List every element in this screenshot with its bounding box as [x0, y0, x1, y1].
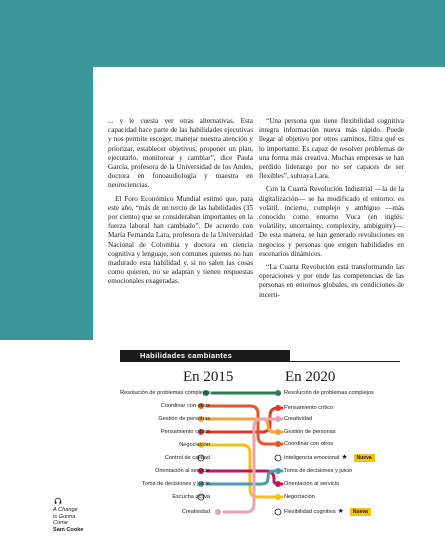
star-icon: ★ — [341, 454, 348, 461]
song-reference — [53, 507, 83, 533]
skill-2020-label: Inteligencia emocional — [284, 455, 340, 461]
paragraph: “La Cuarta Revolución está transformando las operaciones y por ende las competencias de las personas en entornos globales, en condiciones de incerti- — [259, 263, 404, 299]
skill-2020 — [284, 508, 371, 516]
skill-2015: Gestión de personas — [158, 416, 210, 422]
skill-2015: Creatividad — [181, 509, 210, 515]
infographic-title: Habilidades cambiantes — [120, 350, 290, 361]
connector-decisions — [207, 471, 282, 484]
song-title-line: Come — [53, 520, 68, 526]
paragraph: “Una persona que tiene flexibilidad cognitiva integra información nueva más rápido. Puede llegar al objetivo por otros caminos, filtra qué es lo importante. Es capaz de resolver problemas de una forma más creativa. Muchas empresas se han perdido liderazgo por no ser capaces de ser flexibles”, subraya Lara. — [259, 117, 404, 181]
headphones-icon — [54, 497, 62, 505]
paragraph: El Foro Económico Mundial estimó que, para este año, “más de un tercio de las habilidades (35 por ciento) que se consideraban importantes en la fuerza laboral han cambiado”. De acuerdo con María Fernanda Lara, profesora de la Universidad Nacional de Colombia y doctora en ciencia cognitiva y lenguaje, son comunes quienes no han madurado esta habilidad y, si no salen las cosas como quieren, no se adaptan y tienen respuestas emocionales exageradas. — [108, 194, 253, 286]
skill-2015: Negociación — [179, 442, 210, 448]
song-title-line: A Change — [53, 507, 78, 513]
new-badge: Nueva — [350, 508, 371, 516]
skill-2020 — [284, 454, 375, 462]
skill-2015: Toma de decisiones y juicio — [141, 481, 210, 487]
song-title-line: is Gonna — [53, 513, 76, 520]
skill-2020: Creatividad — [284, 416, 313, 422]
skill-2015: Control de calidad — [164, 455, 210, 461]
paragraph: Con la Cuarta Revolución Industrial —la de la digitalización— se ha modificado el entorno: es volátil, incierto, complejo y ambiguo —más conocido como entorno Vuca (en inglés: volatility, uncertainty, complexity, ambiguity)—. De esta manera, se han generado revoluciones en negocios y personas que exigen habilidades en escenarios dinámicos. — [259, 185, 404, 258]
year-2020-heading: En 2020 — [285, 369, 336, 385]
year-2015-heading: En 2015 — [183, 369, 234, 385]
skill-2020-label: Flexibilidad cognitiva — [284, 509, 336, 515]
skill-2020: Toma de decisiones y juicio — [284, 468, 353, 474]
skill-2020: Negociación — [284, 494, 315, 500]
star-icon: ★ — [337, 508, 344, 515]
skill-2015: Orientación al servicio — [154, 468, 210, 474]
skill-2020: Gestión de personas — [284, 429, 336, 435]
skill-2015: Coordinar con otros — [160, 403, 210, 409]
skill-2015: Pensamiento crítico — [160, 429, 210, 435]
skill-2020: Resolución de problemas complejos — [284, 390, 374, 396]
new-badge: Nueva — [354, 454, 375, 462]
skill-2015: Resolución de problemas complejos — [120, 390, 210, 396]
paragraph: ... y le cuesta ver otras alternativas. Esta capacidad hace parte de las habilidades ejecutivas y nos permite escoger, manejar nuestra atención y priorizar, establecer objetivos, proponer un plan, ejecutarlo, monitorear y cambiar”, dice Paula García, profesora de la Universidad de los Andes, doctora en fonoaudiología y maestra en neurociencias. — [108, 117, 253, 190]
skill-2015: Escucha activa — [172, 494, 210, 500]
skill-2020: Pensamiento crítico — [284, 405, 334, 411]
song-author: Sam Cooke — [53, 526, 84, 533]
skill-2020: Coordinar con otros — [284, 441, 334, 447]
skill-2020: Orientación al servicio — [284, 481, 340, 487]
